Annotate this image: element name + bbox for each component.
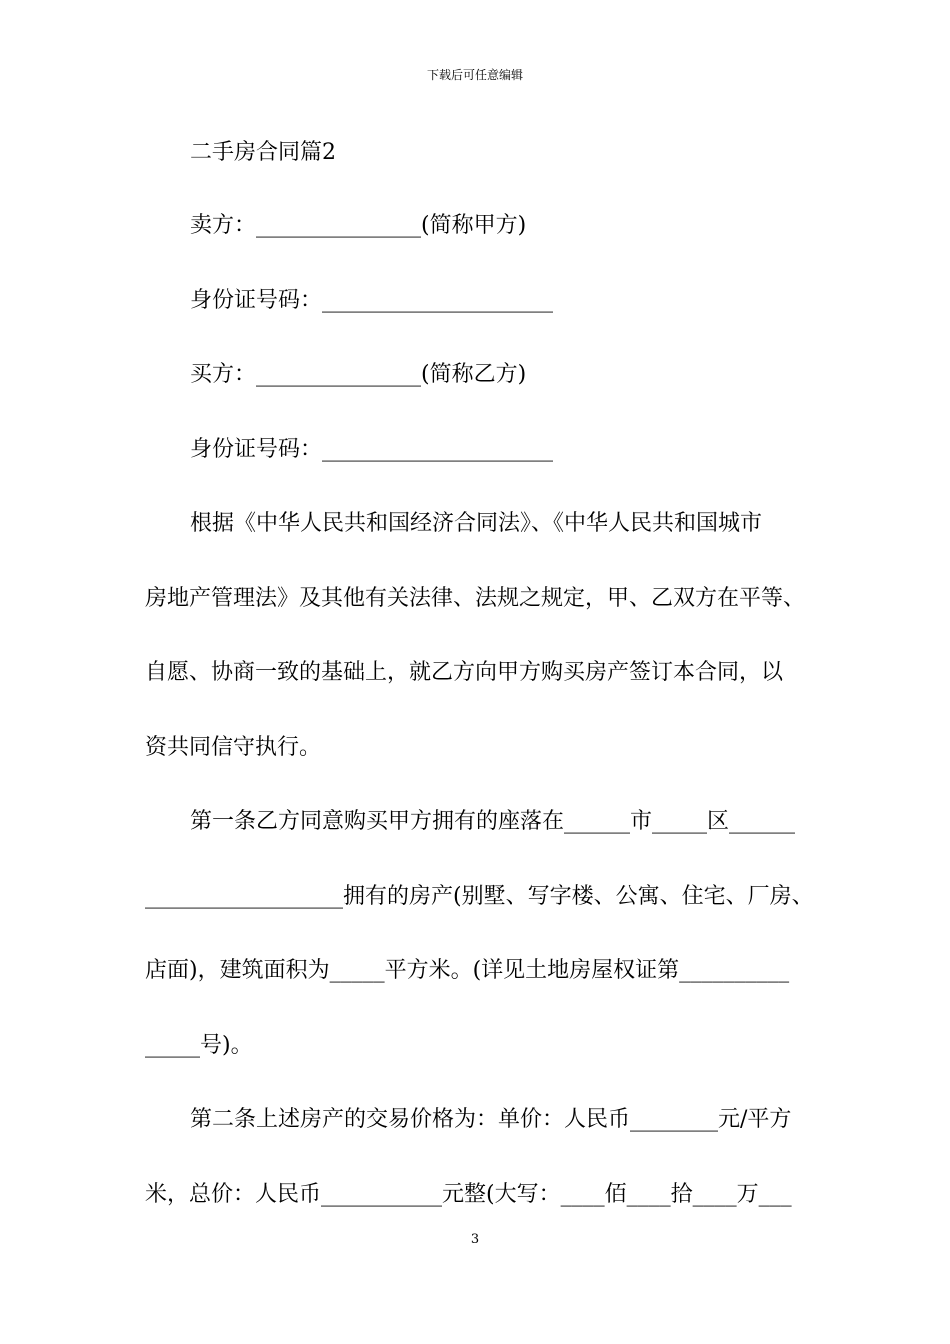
buyer-line: 买方：_______________(简称乙方) [190,362,527,387]
contract-title: 二手房合同篇2 [190,140,336,165]
preamble-line-4: 资共同信守执行。 [145,735,322,760]
page-number: 3 [470,1232,480,1247]
preamble-line-2: 房地产管理法》及其他有关法律、法规之规定，甲、乙双方在平等、 [145,586,806,611]
preamble-line-1: 根据《中华人民共和国经济合同法》、《中华人民共和国城市 [190,511,763,536]
page-header: 下载后可任意编辑 [426,68,523,82]
article-2-line-1: 第二条上述房产的交易价格为：单价：人民币________元/平方 [190,1107,792,1132]
seller-line: 卖方：_______________(简称甲方) [190,213,527,238]
article-1-line-2: __________________拥有的房产(别墅、写字楼、公寓、住宅、厂房、 [145,884,814,909]
article-1-line-4: _____号)。 [145,1033,253,1058]
article-1-line-3: 店面)，建筑面积为_____平方米。(详见土地房屋权证第__________ [145,958,790,983]
seller-id-line: 身份证号码：_____________________ [190,288,554,313]
preamble-line-3: 自愿、协商一致的基础上，就乙方向甲方购买房产签订本合同，以 [145,660,784,685]
article-2-line-2: 米，总价：人民币___________元整(大写：____佰____拾____万___ [145,1182,792,1207]
article-1-line-1: 第一条乙方同意购买甲方拥有的座落在______市_____区______ [190,809,796,834]
buyer-id-line: 身份证号码：_____________________ [190,437,554,462]
